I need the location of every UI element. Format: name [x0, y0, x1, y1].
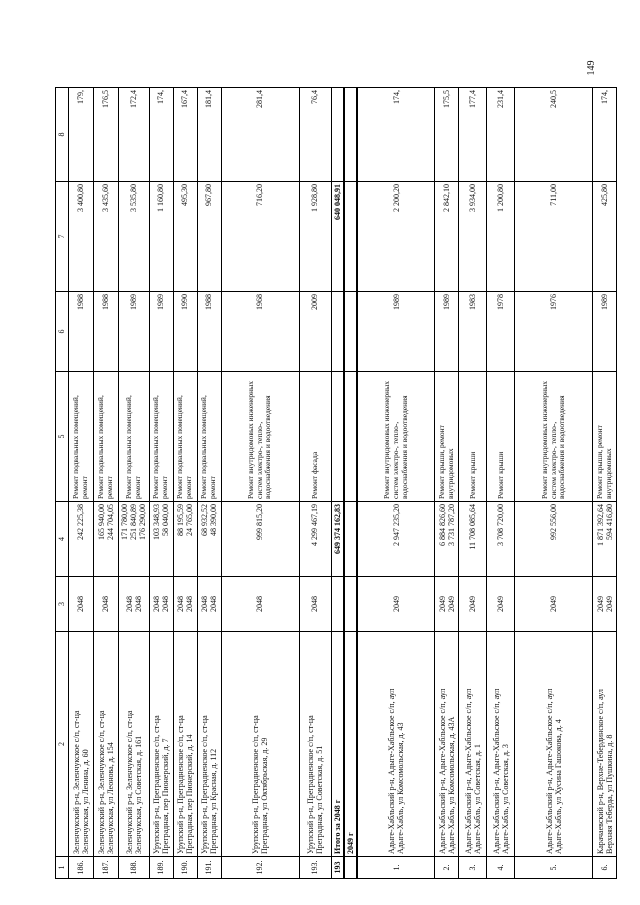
total-cost: 649 374 162,83: [331, 502, 344, 577]
row-work-type: Ремонт подвальных помещений, ремонт: [173, 372, 197, 502]
row-built-year: 1976: [515, 292, 593, 372]
row-area: 2 200,20: [357, 182, 435, 292]
row-work-type: Ремонт внутридомовых инженерных систем электро-, тепло-, водоснабжения и водоотведения: [515, 372, 593, 502]
row-built-year: 1988: [197, 292, 221, 372]
col-header-7: 7: [56, 182, 69, 292]
row-address: Адыге-Хабльский р-н, Адыге-Хабльское с/п, аул Адыге-Хабль, ул Комсомольская, д. 43: [357, 632, 435, 857]
col-header-8: 8: [56, 88, 69, 182]
row-percent: 175,5: [435, 88, 459, 182]
col-header-3: 3: [56, 577, 69, 632]
row-percent: 281,4: [221, 88, 299, 182]
row-number: 2.: [435, 857, 459, 879]
row-area: 3 400,80: [69, 182, 94, 292]
row-year: 2049: [459, 577, 487, 632]
row-work-type: Ремонт подвальных помещений, ремонт: [69, 372, 94, 502]
row-address: Урупский р-н, Преградненское с/п, ст-ца Преградная, ул Октябрьская, д. 29: [221, 632, 299, 857]
table-row: [299, 88, 331, 879]
row-year: 2049: [515, 577, 593, 632]
table-row: [435, 88, 459, 879]
total-count: 193: [331, 857, 344, 879]
row-cost: 3 708 720,00: [487, 502, 515, 577]
table-region: [55, 88, 614, 879]
row-work-type: Ремонт подвальных помещений, ремонт: [149, 372, 173, 502]
row-cost: 2 947 235,20: [357, 502, 435, 577]
row-work-type: Ремонт подвальных помещений, ремонт: [197, 372, 221, 502]
row-built-year: 2009: [299, 292, 331, 372]
row-built-year: 1968: [221, 292, 299, 372]
row-work-type: Ремонт внутридомовых инженерных систем электро-, тепло-, водоснабжения и водоотведения: [221, 372, 299, 502]
row-number: 191.: [197, 857, 221, 879]
table-row: [69, 88, 94, 879]
row-number: 186.: [69, 857, 94, 879]
row-area: 1 928,80: [299, 182, 331, 292]
row-year: 2048: [221, 577, 299, 632]
row-area: 3 934,00: [459, 182, 487, 292]
row-area: 3 535,80: [119, 182, 150, 292]
row-cost: 165 940,00 244 704,05: [94, 502, 119, 577]
row-year: 2048: [299, 577, 331, 632]
row-work-type: Ремонт подвальных помещений, ремонт: [94, 372, 119, 502]
row-built-year: 1989: [593, 292, 617, 372]
row-built-year: 1989: [149, 292, 173, 372]
row-number: 188.: [119, 857, 150, 879]
page-number: 149: [585, 60, 597, 76]
row-address: Зеленчукский р-н, Зеленчукское с/п, ст-ца Зеленчукская, ул Леонова, д. 154: [94, 632, 119, 857]
row-address: Адыге-Хабльский р-н, Адыге-Хабльское с/п, аул Адыге-Хабль, ул Советская, д. 1: [459, 632, 487, 857]
row-percent: 179,: [69, 88, 94, 182]
table-row: [593, 88, 617, 879]
row-area: 3 435,60: [94, 182, 119, 292]
row-work-type: Ремонт подвальных помещений, ремонт: [119, 372, 150, 502]
row-percent: 177,4: [459, 88, 487, 182]
total-row-2048: [331, 88, 344, 879]
row-year: 2048 2048: [197, 577, 221, 632]
row-percent: 176,5: [94, 88, 119, 182]
table-row: [149, 88, 173, 879]
table-row: [515, 88, 593, 879]
row-address: Урупский р-н, Преградненское с/п, ст-ца Преградная, пер Пионерский, д. 14: [173, 632, 197, 857]
row-cost: 171 780,00 251 840,89 176 290,00: [119, 502, 150, 577]
row-address: Карачаевский р-н, Верхне-Тебердинское с/п, аул Верхняя Теберда, ул Пушкина, д. 8: [593, 632, 617, 857]
table-row: [221, 88, 299, 879]
row-cost: 4 299 467,19: [299, 502, 331, 577]
row-area: 967,80: [197, 182, 221, 292]
row-built-year: 1988: [69, 292, 94, 372]
row-percent: 167,4: [173, 88, 197, 182]
table-row: [119, 88, 150, 879]
table-row: [357, 88, 435, 879]
row-work-type: Ремонт крыши: [459, 372, 487, 502]
row-cost: 1 871 392,64 594 416,80: [593, 502, 617, 577]
row-built-year: 1988: [94, 292, 119, 372]
col-header-6: 6: [56, 292, 69, 372]
row-number: 192.: [221, 857, 299, 879]
total-label: Итого за 2048 г: [331, 632, 344, 857]
row-built-year: 1983: [459, 292, 487, 372]
total-area: 640 048,91: [331, 182, 344, 292]
row-year: 2049 2049: [435, 577, 459, 632]
row-area: 2 842,10: [435, 182, 459, 292]
row-address: Урупский р-н, Преградненское с/п, ст-ца Преградная, пер Пионерский, д. 7: [149, 632, 173, 857]
row-area: 1 200,80: [487, 182, 515, 292]
row-percent: 181,4: [197, 88, 221, 182]
row-address: Адыге-Хабльский р-н, Адыге-Хабльское с/п, аул Адыге-Хабль, ул Комсомольская, д. 43А: [435, 632, 459, 857]
row-number: 6.: [593, 857, 617, 879]
row-number: 5.: [515, 857, 593, 879]
row-address: Урупский р-н, Преградненское с/п, ст-ца Преградная, ул Советская, д. 51: [299, 632, 331, 857]
row-address: Адыге-Хабльский р-н, Адыге-Хабльское с/п, аул Адыге-Хабль, ул Хусина Гашокова, д. 4: [515, 632, 593, 857]
row-work-type: Ремонт крыши, ремонт внутридомовых: [435, 372, 459, 502]
row-year: 2048: [69, 577, 94, 632]
row-cost: 11 708 085,64: [459, 502, 487, 577]
row-work-type: Ремонт крыши, ремонт внутридомовых: [593, 372, 617, 502]
row-percent: 231,4: [487, 88, 515, 182]
row-cost: 68 932,52 48 390,00: [197, 502, 221, 577]
table-row: [487, 88, 515, 879]
row-year: 2048: [94, 577, 119, 632]
row-percent: 174,: [357, 88, 435, 182]
year-heading: 2049 г: [344, 632, 357, 857]
row-cost: 992 556,00: [515, 502, 593, 577]
row-address: Зеленчукский р-н, Зеленчукское с/п, ст-ца Зеленчукская, ул Советская, д. 161: [119, 632, 150, 857]
row-cost: 999 815,20: [221, 502, 299, 577]
table-row: [459, 88, 487, 879]
table-row: [173, 88, 197, 879]
row-year: 2048 2048: [119, 577, 150, 632]
row-address: Адыге-Хабльский р-н, Адыге-Хабльское с/п, аул Адыге-Хабль, ул Советская, д. 3: [487, 632, 515, 857]
row-built-year: 1989: [119, 292, 150, 372]
row-work-type: Ремонт фасада: [299, 372, 331, 502]
row-year: 2049 2049: [593, 577, 617, 632]
row-number: 1.: [357, 857, 435, 879]
row-percent: 240,5: [515, 88, 593, 182]
rotated-table-container: [55, 88, 614, 879]
row-number: 187.: [94, 857, 119, 879]
row-work-type: Ремонт крыши: [487, 372, 515, 502]
table-row: [197, 88, 221, 879]
row-built-year: 1989: [435, 292, 459, 372]
table-row: [94, 88, 119, 879]
row-area: 425,80: [593, 182, 617, 292]
row-built-year: 1978: [487, 292, 515, 372]
row-number: 193.: [299, 857, 331, 879]
row-year: 2048 2048: [173, 577, 197, 632]
repair-program-table: [55, 87, 617, 879]
row-cost: 88 195,59 24 765,00: [173, 502, 197, 577]
row-year: 2049: [487, 577, 515, 632]
col-header-4: 4: [56, 502, 69, 577]
row-area: 495,30: [173, 182, 197, 292]
row-address: Зеленчукский р-н, Зеленчукское с/п, ст-ца Зеленчукская, ул Ленина, д. 60: [69, 632, 94, 857]
row-cost: 103 348,93 58 040,00: [149, 502, 173, 577]
col-header-5: 5: [56, 372, 69, 502]
row-year: 2048 2048: [149, 577, 173, 632]
row-percent: 172,4: [119, 88, 150, 182]
header-row: [56, 88, 69, 879]
row-percent: 76,4: [299, 88, 331, 182]
row-address: Урупский р-н, Преградненское с/п, ст-ца Преградная, ул Красная, д. 112: [197, 632, 221, 857]
row-year: 2049: [357, 577, 435, 632]
row-work-type: Ремонт внутридомовых инженерных систем электро-, тепло-, водоснабжения и водоотведения: [357, 372, 435, 502]
row-area: 1 160,80: [149, 182, 173, 292]
row-number: 189.: [149, 857, 173, 879]
col-header-2: 2: [56, 632, 69, 857]
row-percent: 174,: [149, 88, 173, 182]
row-built-year: 1989: [357, 292, 435, 372]
col-header-1: 1: [56, 857, 69, 879]
row-built-year: 1990: [173, 292, 197, 372]
row-number: 190.: [173, 857, 197, 879]
row-cost: 6 884 826,60 3 731 787,20: [435, 502, 459, 577]
row-number: 4.: [487, 857, 515, 879]
row-number: 3.: [459, 857, 487, 879]
row-area: 716,20: [221, 182, 299, 292]
row-percent: 174,: [593, 88, 617, 182]
row-cost: 242 225,38: [69, 502, 94, 577]
year-heading-row: [344, 88, 357, 879]
row-area: 711,00: [515, 182, 593, 292]
